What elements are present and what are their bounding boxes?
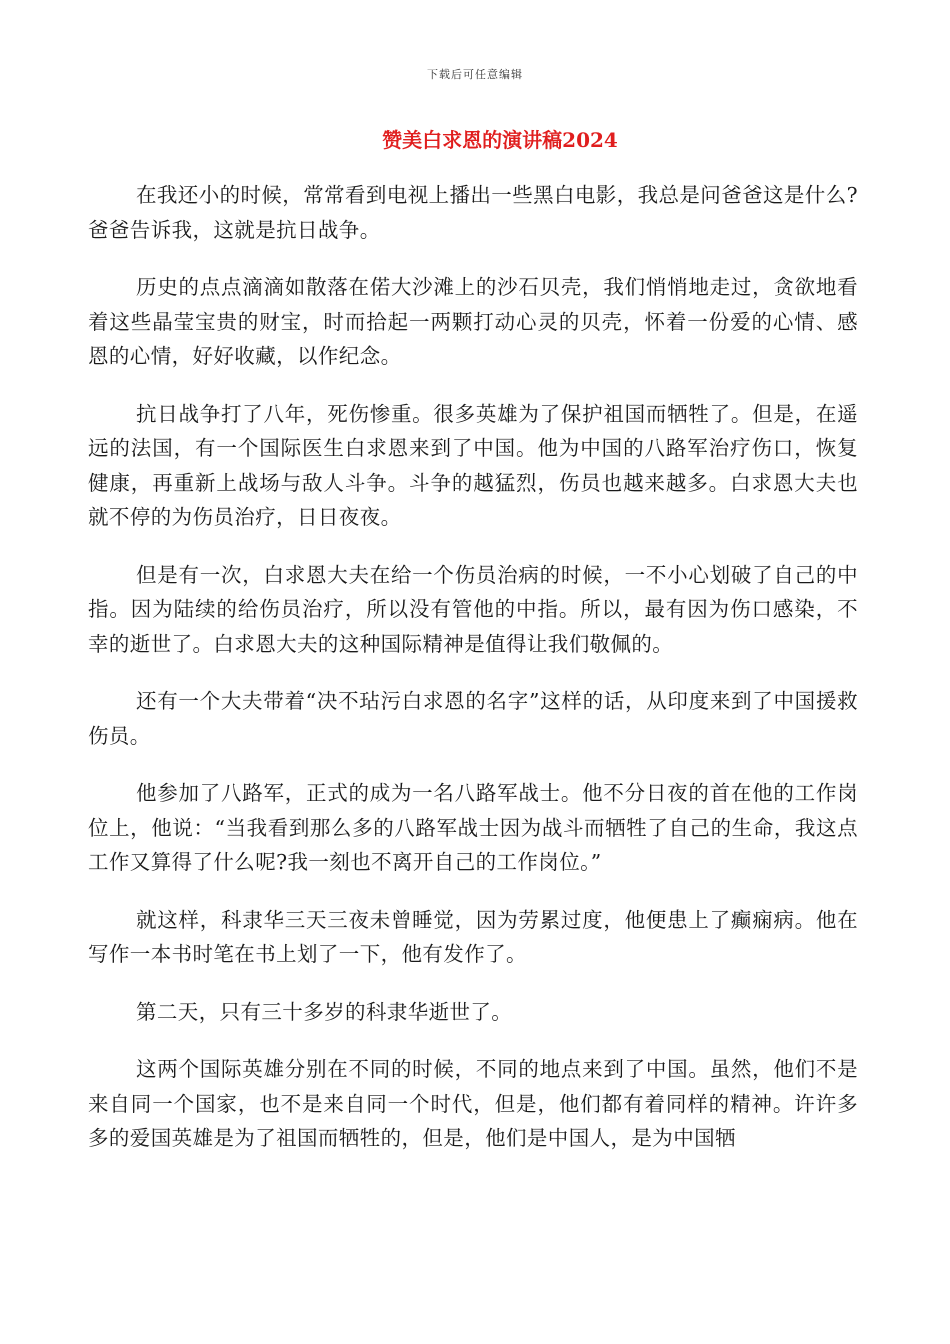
paragraph: 还有一个大夫带着“决不玷污白求恩的名字”这样的话，从印度来到了中国援救伤员。 bbox=[88, 689, 858, 748]
paragraph: 抗日战争打了八年，死伤惨重。很多英雄为了保护祖国而牺牲了。但是，在遥远的法国，有一个国际医生白求恩来到了中国。他为中国的八路军治疗伤口，恢复健康，再重新上战场与敌人斗争。斗争的越猛烈，伤员也越来越多。白求恩大夫也就不停的为伤员治疗，日日夜夜。 bbox=[88, 401, 858, 529]
paragraph: 历史的点点滴滴如散落在偌大沙滩上的沙石贝壳，我们悄悄地走过，贪欲地看着这些晶莹宝贵的财宝，时而拾起一两颗打动心灵的贝壳，怀着一份爱的心情、感恩的心情，好好收藏，以作纪念。 bbox=[88, 275, 858, 368]
paragraph: 就这样，科隶华三天三夜未曾睡觉，因为劳累过度，他便患上了癫痫病。他在写作一本书时笔在书上划了一下，他有发作了。 bbox=[88, 907, 858, 966]
paragraph: 但是有一次，白求恩大夫在给一个伤员治病的时候，一不小心划破了自己的中指。因为陆续的给伤员治疗，所以没有管他的中指。所以，最有因为伤口感染，不幸的逝世了。白求恩大夫的这种国际精神是值得让我们敬佩的。 bbox=[88, 562, 858, 656]
paragraph: 这两个国际英雄分别在不同的时候，不同的地点来到了中国。虽然，他们不是来自同一个国家，也不是来自同一个时代，但是，他们都有着同样的精神。许许多多的爱国英雄是为了祖国而牺牲的，但是，他们是中国人，是为中国牺 bbox=[88, 1057, 858, 1150]
header-note: 下载后可任意编辑 bbox=[427, 68, 523, 81]
document-title: 赞美白求恩的演讲稿2024 bbox=[382, 128, 618, 152]
document-body bbox=[88, 178, 858, 1179]
paragraph: 在我还小的时候，常常看到电视上播出一些黑白电影，我总是问爸爸这是什么?爸爸告诉我，这就是抗日战争。 bbox=[88, 183, 858, 242]
paragraph: 第二天，只有三十多岁的科隶华逝世了。 bbox=[136, 999, 513, 1024]
paragraph: 他参加了八路军，正式的成为一名八路军战士。他不分日夜的首在他的工作岗位上，他说：“当我看到那么多的八路军战士因为战斗而牺牲了自己的生命，我这点工作又算得了什么呢?我一刻也不离开自己的工作岗位。” bbox=[88, 781, 858, 874]
